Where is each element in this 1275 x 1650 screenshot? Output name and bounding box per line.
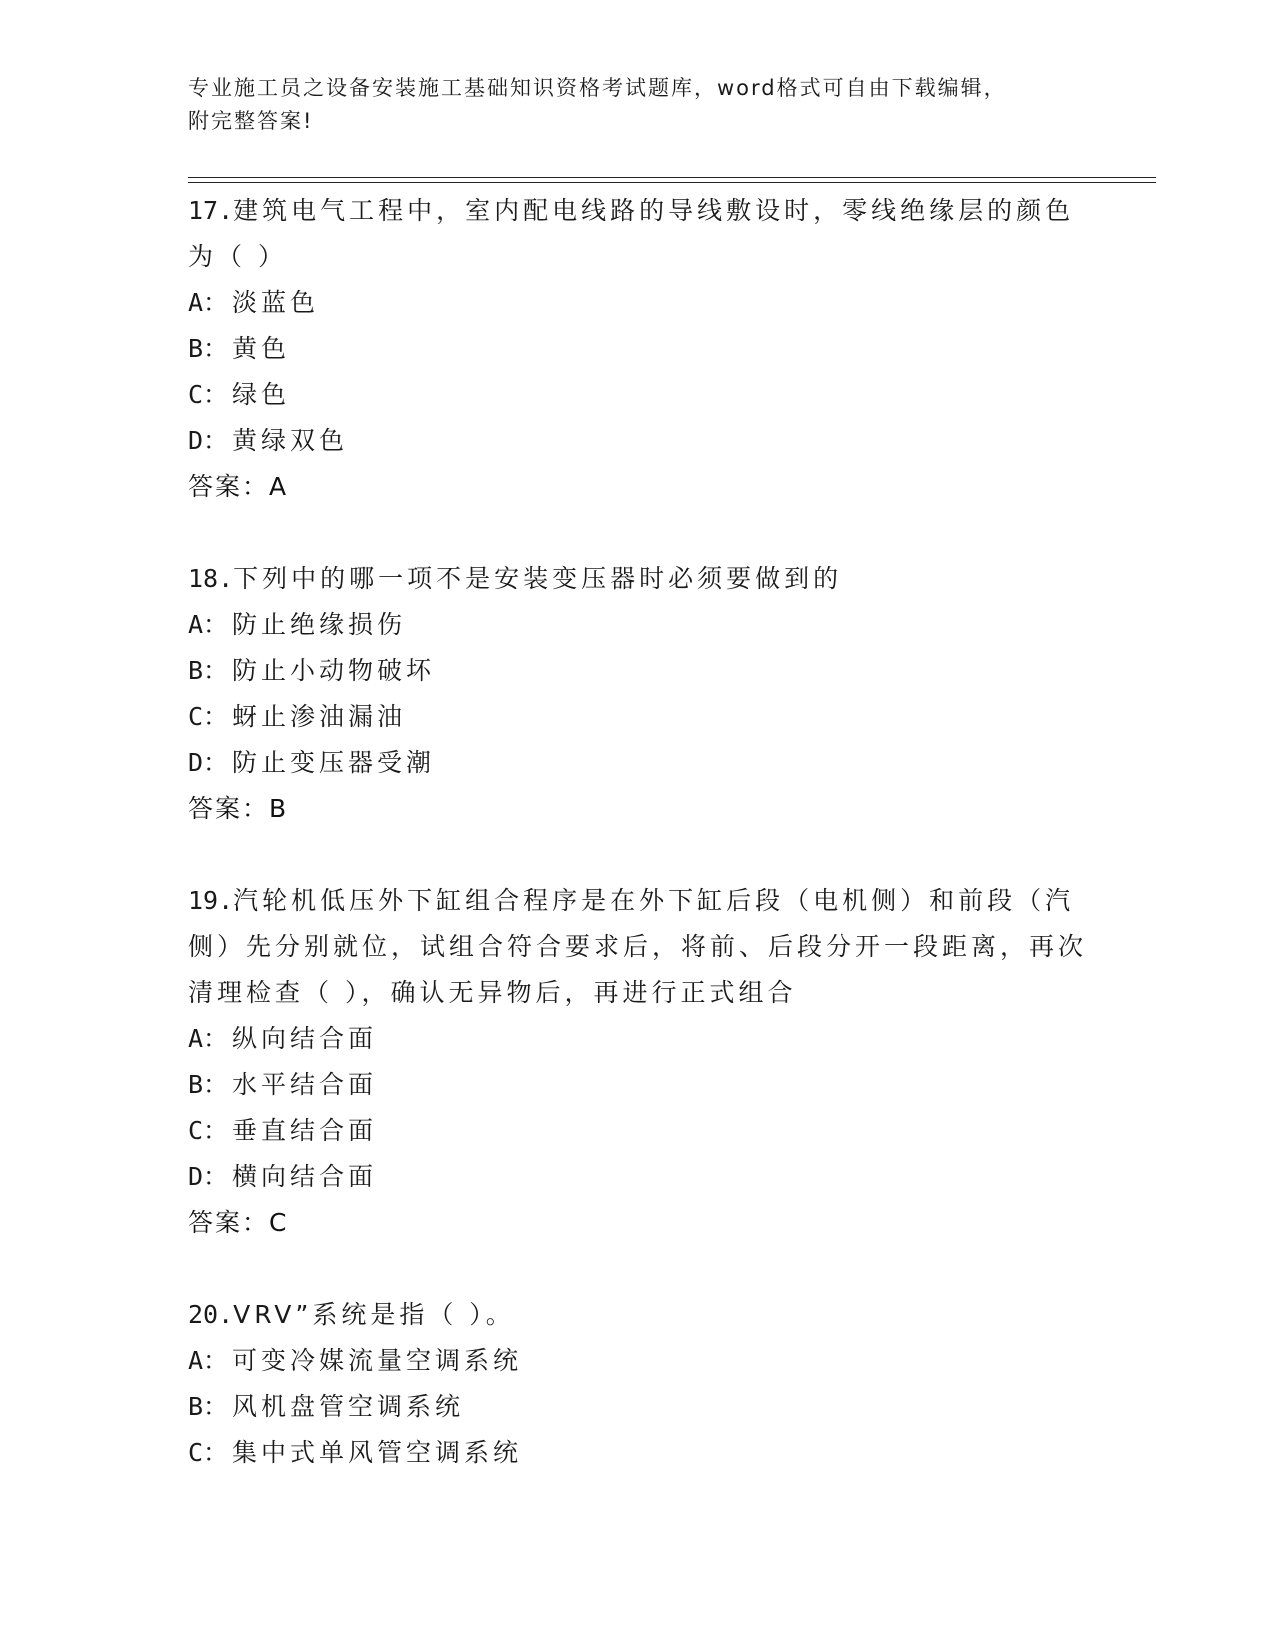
option-c <box>188 1108 1088 1154</box>
option-letter: C： <box>188 380 229 409</box>
question-18 <box>188 556 1088 832</box>
option-text: 绿色 <box>232 380 291 409</box>
answer-line: 答案：B <box>188 794 289 823</box>
question-number: 17. <box>188 196 234 225</box>
question-list <box>188 188 1088 1522</box>
question-number: 19. <box>188 886 234 915</box>
option-letter: A： <box>188 288 229 317</box>
option-text: 蚜止渗油漏油 <box>232 702 407 731</box>
header-divider-bottom <box>188 182 1156 183</box>
question-number: 18. <box>188 564 234 593</box>
answer-line: 答案：A <box>188 472 289 501</box>
question-stem <box>188 1292 1088 1338</box>
option-c <box>188 372 1088 418</box>
document-header <box>188 72 1088 138</box>
option-text: 横向结合面 <box>232 1162 378 1191</box>
option-text: 淡蓝色 <box>232 288 320 317</box>
option-b <box>188 1062 1088 1108</box>
option-letter: D： <box>188 1162 229 1191</box>
option-text: 防止绝缘损伤 <box>232 610 407 639</box>
option-letter: C： <box>188 702 229 731</box>
header-divider-top <box>188 177 1156 178</box>
option-text: 可变冷媒流量空调系统 <box>232 1346 523 1375</box>
option-text: 风机盘管空调系统 <box>232 1392 465 1421</box>
question-number: 20. <box>188 1300 234 1329</box>
option-text: 纵向结合面 <box>232 1024 378 1053</box>
option-a <box>188 602 1088 648</box>
option-text: 黄绿双色 <box>232 426 349 455</box>
question-text: 建筑电气工程中，室内配电线路的导线敷设时，零线绝缘层的颜色为（ ） <box>188 196 1075 271</box>
option-c <box>188 1430 1088 1476</box>
question-stem <box>188 556 1088 602</box>
option-a <box>188 1016 1088 1062</box>
option-letter: C： <box>188 1116 229 1145</box>
option-text: 黄色 <box>232 334 291 363</box>
option-letter: A： <box>188 1024 229 1053</box>
header-line-1: 专业施工员之设备安装施工基础知识资格考试题库，word格式可自由下载编辑， <box>188 76 1007 100</box>
option-letter: A： <box>188 610 229 639</box>
question-20 <box>188 1292 1088 1476</box>
option-letter: C： <box>188 1438 229 1467</box>
question-text: VRV”系统是指（ ）。 <box>233 1300 515 1329</box>
option-letter: D： <box>188 426 229 455</box>
option-text: 集中式单风管空调系统 <box>232 1438 523 1467</box>
option-letter: B： <box>188 1070 229 1099</box>
option-letter: B： <box>188 334 229 363</box>
question-stem <box>188 878 1088 1016</box>
option-text: 水平结合面 <box>232 1070 378 1099</box>
option-text: 防止变压器受潮 <box>232 748 436 777</box>
option-letter: A： <box>188 1346 229 1375</box>
option-text: 防止小动物破坏 <box>232 656 436 685</box>
question-text: 下列中的哪一项不是安装变压器时必须要做到的 <box>233 564 843 593</box>
option-letter: B： <box>188 656 229 685</box>
header-line-2: 附完整答案! <box>188 109 314 133</box>
option-text: 垂直结合面 <box>232 1116 378 1145</box>
option-d <box>188 740 1088 786</box>
option-b <box>188 648 1088 694</box>
option-a <box>188 280 1088 326</box>
option-d <box>188 1154 1088 1200</box>
option-letter: B： <box>188 1392 229 1421</box>
question-text: 汽轮机低压外下缸组合程序是在外下缸后段（电机侧）和前段（汽侧）先分别就位，试组合符合要求后，将前、后段分开一段距离，再次清理检查（ ），确认无异物后，再进行正式组合 <box>188 886 1088 1007</box>
question-17 <box>188 188 1088 510</box>
option-b <box>188 1384 1088 1430</box>
option-a <box>188 1338 1088 1384</box>
option-letter: D： <box>188 748 229 777</box>
option-c <box>188 694 1088 740</box>
question-stem <box>188 188 1088 280</box>
option-d <box>188 418 1088 464</box>
question-19 <box>188 878 1088 1246</box>
answer-line: 答案：C <box>188 1208 289 1237</box>
option-b <box>188 326 1088 372</box>
